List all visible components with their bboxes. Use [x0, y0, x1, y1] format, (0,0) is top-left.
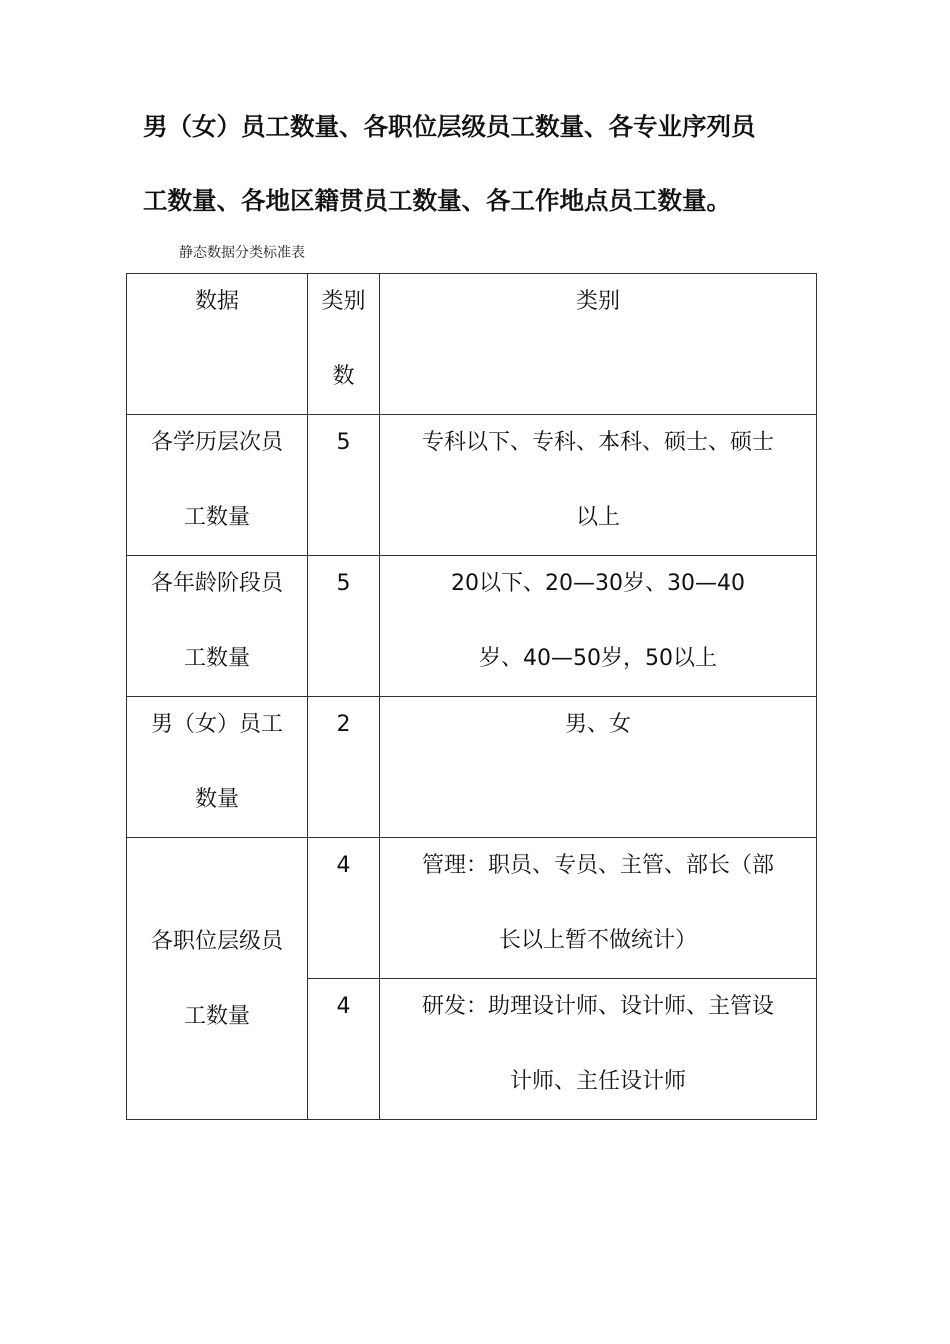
- row-count-cell: [308, 838, 380, 979]
- table-row: [127, 838, 817, 979]
- row-name-cell: [127, 556, 308, 697]
- row-count: 5: [336, 430, 351, 455]
- row-count-cell: [308, 979, 380, 1120]
- row-count-cell: [308, 415, 380, 556]
- row-name-cell: [127, 697, 308, 838]
- static-data-classification-table: [126, 273, 817, 1120]
- row-category-line-1: 20以下、20—30岁、30—40: [451, 571, 745, 596]
- row-count: 2: [336, 712, 351, 737]
- header-count-label-line-2: 数: [332, 364, 355, 389]
- row-category-cell: [380, 556, 817, 697]
- header-cell-data: [127, 274, 308, 415]
- table-row: [127, 556, 817, 697]
- row-count-cell: [308, 556, 380, 697]
- row-category-line-2: 以上: [575, 505, 620, 530]
- row-name-line-2: 工数量: [183, 1003, 250, 1029]
- row-count: 4: [336, 853, 351, 878]
- row-category-line-2: 长以上暂不做统计）: [498, 928, 697, 953]
- row-name-line-2: 工数量: [183, 505, 250, 530]
- body-paragraph-line-2: 工数量、各地区籍贯员工数量、各工作地点员工数量。: [143, 186, 731, 215]
- row-name-cell: [127, 415, 308, 556]
- row-category-cell: [380, 979, 817, 1120]
- header-category-label: 类别: [575, 289, 620, 314]
- row-category-cell: [380, 838, 817, 979]
- table-caption: 静态数据分类标准表: [179, 245, 305, 261]
- header-count-label-line-1: 类别: [321, 289, 366, 314]
- header-cell-count: [308, 274, 380, 415]
- table-row: [127, 697, 817, 838]
- row-category-line-1: 专科以下、专科、本科、硕士、硕士: [421, 430, 774, 455]
- row-category-line-1: 管理：职员、专员、主管、部长（部: [421, 853, 774, 878]
- row-name-line-1: 各职位层级员: [150, 928, 283, 954]
- row-category-cell: [380, 415, 817, 556]
- table-row: [127, 415, 817, 556]
- row-count-cell: [308, 697, 380, 838]
- row-name-line-2: 工数量: [183, 646, 250, 671]
- row-count: 4: [336, 994, 351, 1019]
- row-category-line-2: 岁、40—50岁，50以上: [479, 646, 717, 671]
- row-category-line-1: 研发：助理设计师、设计师、主管设: [421, 994, 774, 1019]
- row-name-line-2: 数量: [194, 787, 239, 812]
- header-cell-category: [380, 274, 817, 415]
- row-name-line-1: 男（女）员工: [150, 712, 283, 737]
- row-category-line-1: 男、女: [564, 712, 631, 737]
- row-category-line-2: 计师、主任设计师: [509, 1069, 686, 1094]
- row-category-cell: [380, 697, 817, 838]
- header-data-label: 数据: [194, 289, 239, 314]
- row-name-line-1: 各年龄阶段员: [150, 571, 283, 596]
- row-name-cell-merged: [127, 838, 308, 1120]
- row-count: 5: [336, 571, 351, 596]
- body-paragraph-line-1: 男（女）员工数量、各职位层级员工数量、各专业序列员: [143, 112, 756, 141]
- table-header-row: [127, 274, 817, 415]
- row-name-line-1: 各学历层次员: [150, 430, 283, 455]
